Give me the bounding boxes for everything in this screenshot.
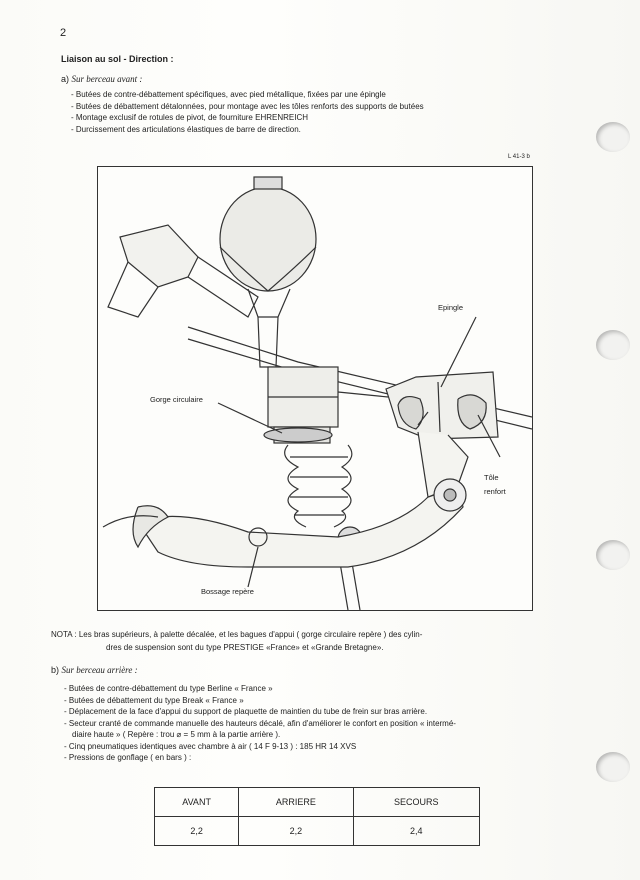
list-item: - Déplacement de la face d'appui du support de plaquette de maintien du tube de frein sur bras arrière. [64,707,428,716]
list-item: - Butées de débattement détalonnées, pour montage avec les tôles renforts des supports de butées [71,101,424,111]
nota-line1: NOTA : Les bras supérieurs, à palette décalée, et les bagues d'appui ( gorge circulaire repère ) des cylin- [51,630,423,639]
section-b-heading [51,665,138,675]
page-number: 2 [60,27,67,39]
table-cell: 2,2 [239,817,353,846]
section-a-prefix: a) [61,74,70,84]
section-a-label: Sur berceau avant : [71,74,143,84]
list-item: - Butées de contre-débattement spécifiques, avec pied métallique, fixées par une épingle [71,90,386,99]
binder-hole [596,540,630,570]
label-tole-line2: renfort [484,487,506,496]
binder-hole [596,752,630,782]
section-a-heading [61,74,142,84]
suspension-figure [97,166,533,611]
list-item: - Durcissement des articulations élastiques de barre de direction. [71,124,301,134]
list-item: diaire haute » ( Repère : trou ⌀ = 5 mm à la partie arrière ). [72,730,281,739]
binder-hole [596,122,630,152]
table-header-cell: AVANT [155,788,239,817]
list-item: - Butées de contre-débattement du type Berline « France » [64,684,273,693]
list-item: - Montage exclusif de rotules de pivot, de fourniture EHRENREICH [71,113,308,122]
section-b-prefix: b) [51,665,60,675]
nota-block [51,628,571,654]
section-b-list [64,683,456,764]
label-tole-line1: Tôle [484,473,499,482]
label-bossage-repere: Bossage repère [201,587,254,596]
table-cell: 2,2 [155,817,239,846]
suspension-drawing [98,167,532,610]
list-item: - Cinq pneumatiques identiques avec chambre à air ( 14 F 9-13 ) : 185 HR 14 XVS [64,741,357,751]
table-cell: 2,4 [353,817,479,846]
table-row [155,817,480,846]
section-a-list [71,89,424,135]
list-item: - Secteur cranté de commande manuelle des hauteurs décalé, afin d'améliorer le confort en position « intermé- [64,718,456,728]
label-gorge-circulaire: Gorge circulaire [150,395,203,404]
pressure-table [154,787,480,846]
table-header-cell: ARRIERE [239,788,353,817]
list-item: - Pressions de gonflage ( en bars ) : [64,753,192,762]
binder-hole [596,330,630,360]
table-header-cell: SECOURS [353,788,479,817]
table-header-row [155,788,480,817]
label-epingle: Epingle [438,303,464,312]
nota-line2: dres de suspension sont du type PRESTIGE «France» et «Grande Bretagne». [106,643,384,652]
list-item: - Butées de débattement du type Break « France » [64,695,244,705]
figure-reference: L 41-3 b [508,154,530,160]
section-title: Liaison au sol - Direction : [61,54,174,64]
section-b-label: Sur berceau arrière : [61,665,138,675]
